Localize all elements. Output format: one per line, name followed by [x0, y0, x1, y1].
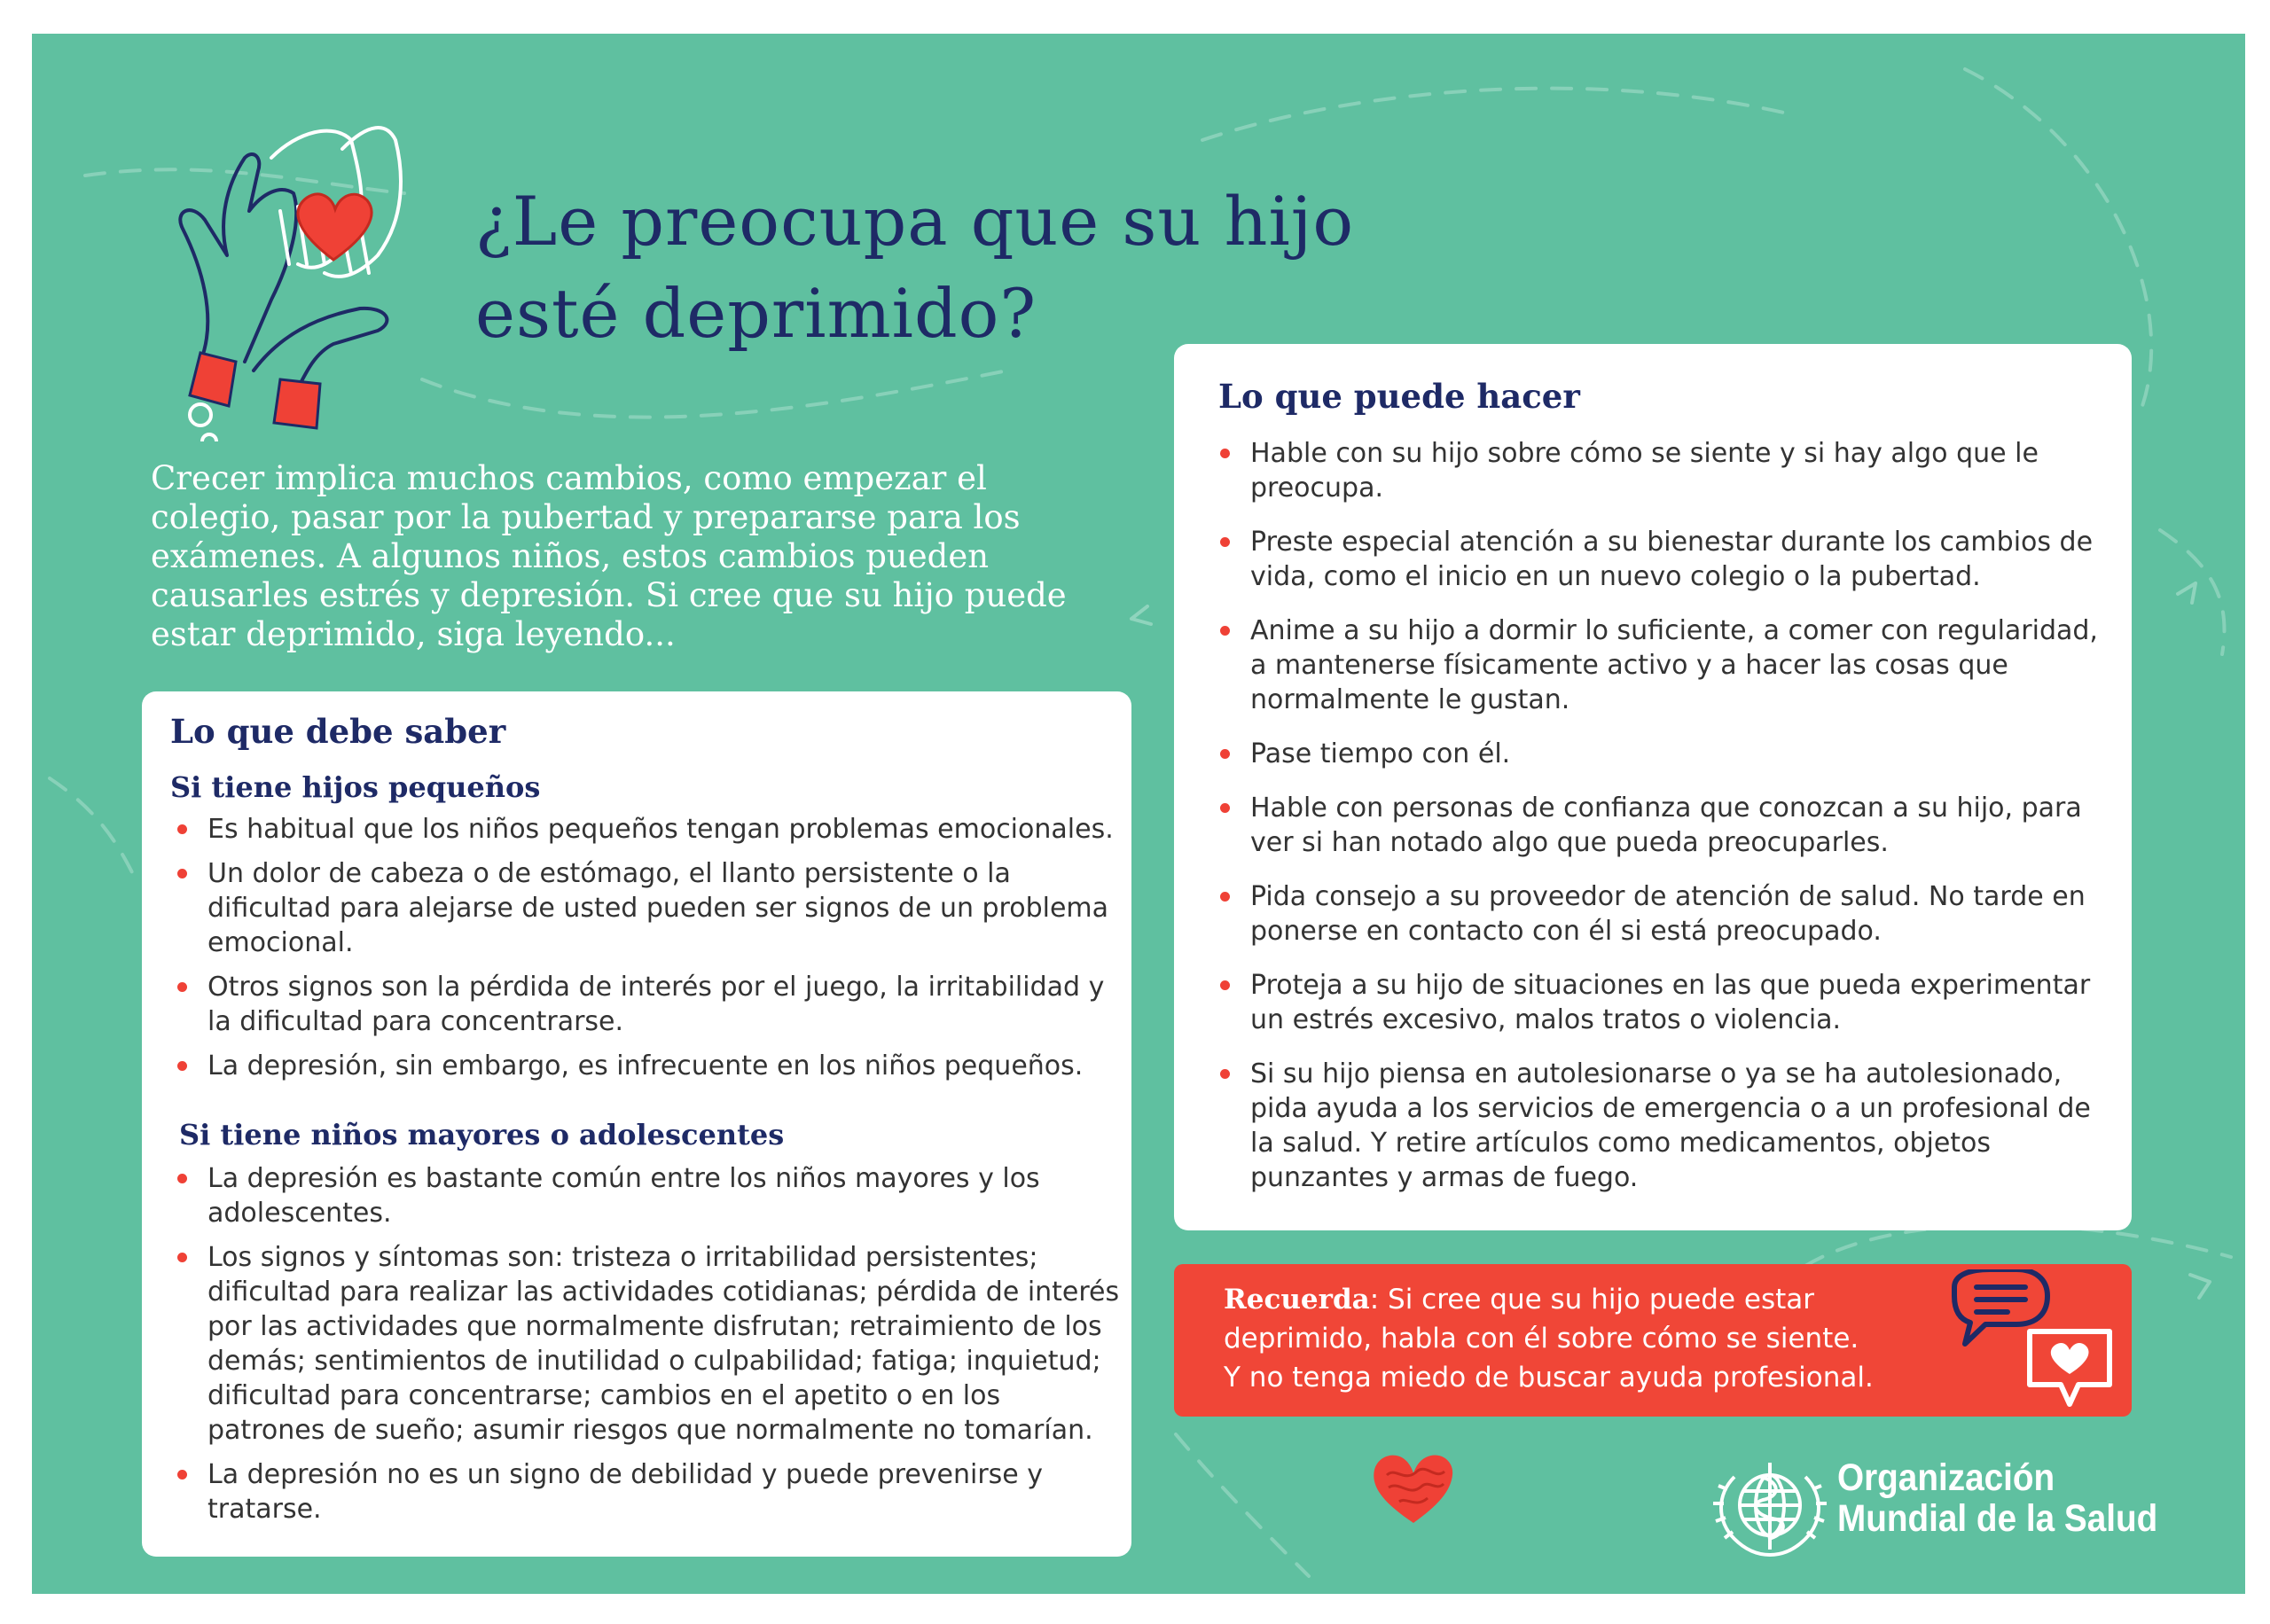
list-item: [1220, 879, 2125, 949]
heart-speech-bubble-icon: [2030, 1331, 2110, 1404]
remember-line: deprimido, habla con él sobre cómo se siente.: [1224, 1323, 1859, 1355]
know-card: [142, 691, 1131, 1557]
list-item: [1220, 436, 2125, 505]
line: Proteja a su hijo de situaciones en las que pueda experimentar: [1250, 970, 2091, 1001]
line: dificultad para concentrarse; cambios en el apetito o en los: [207, 1380, 1001, 1411]
who-emblem-icon: [1708, 1450, 1832, 1565]
remember-line-rest: : Si cree que su hijo puede estar: [1369, 1284, 1814, 1316]
older-children-subheading: Si tiene niños mayores o adolescentes: [179, 1118, 785, 1152]
older-children-list: [177, 1161, 1120, 1536]
line: La depresión, sin embargo, es infrecuente en los niños pequeños.: [207, 1050, 1084, 1081]
remember-line: [1224, 1280, 1874, 1319]
intro-line: exámenes. A algunos niños, estos cambios pueden: [151, 537, 990, 575]
line: Si su hijo piensa en autolesionarse o ya se ha autolesionado,: [1250, 1058, 2063, 1089]
line: patrones de sueño; asumir riesgos que normalmente no tomarían.: [207, 1415, 1093, 1446]
organization-name: [1837, 1457, 2157, 1539]
intro-line: Crecer implica muchos cambios, como empezar el: [151, 459, 987, 497]
heart-icon: [1369, 1448, 1458, 1528]
remember-line: Y no tenga miedo de buscar ayuda profesional.: [1224, 1362, 1874, 1394]
list-item: [1220, 613, 2125, 717]
list-item: [177, 1049, 1117, 1083]
line: demás; sentimientos de inutilidad o culpabilidad; fatiga; inquietud;: [207, 1346, 1101, 1377]
todo-card: [1174, 344, 2132, 1230]
line: Pida consejo a su proveedor de atención de salud. No tarde en: [1250, 881, 2086, 912]
list-item: [177, 1457, 1117, 1526]
line: punzantes y armas de fuego.: [1250, 1162, 1639, 1193]
know-heading: Lo que debe saber: [170, 712, 506, 751]
line: a mantenerse físicamente activo y a hacer las cosas que: [1250, 650, 2008, 681]
line: pida ayuda a los servicios de emergencia o a un profesional de: [1250, 1093, 2091, 1124]
line: normalmente le gustan.: [1250, 684, 1570, 715]
list-item: [177, 970, 1117, 1039]
line: dificultad para alejarse de usted pueden ser signos de un problema: [207, 893, 1109, 924]
list-item: [1220, 968, 2125, 1037]
title-line: ¿Le preocupa que su hijo: [475, 182, 1355, 261]
poster: [32, 34, 2245, 1594]
intro-line: causarles estrés y depresión. Si cree que su hijo puede: [151, 576, 1067, 614]
small-children-list: [177, 812, 1117, 1093]
line: Hable con su hijo sobre cómo se siente y si hay algo que le: [1250, 438, 2039, 469]
page-title: [475, 176, 1539, 360]
line: Preste especial atención a su bienestar durante los cambios de: [1250, 527, 2094, 558]
line: La depresión es bastante común entre los niños mayores y los: [207, 1163, 1040, 1194]
intro-paragraph: [151, 459, 1162, 654]
line: tratarse.: [207, 1494, 322, 1525]
line: Un dolor de cabeza o de estómago, el llanto persistente o la: [207, 858, 1011, 889]
list-item: [177, 812, 1117, 847]
line: adolescentes.: [207, 1198, 392, 1229]
list-item: [1220, 737, 2125, 771]
line: dificultad para realizar las actividades cotidianas; pérdida de interés: [207, 1277, 1120, 1308]
line: Los signos y síntomas son: tristeza o irritabilidad persistentes;: [207, 1242, 1038, 1273]
intro-line: estar deprimido, siga leyendo...: [151, 615, 676, 653]
todo-heading: Lo que puede hacer: [1218, 377, 1580, 416]
list-item: [1220, 1057, 2125, 1195]
line: La depresión no es un signo de debilidad y puede prevenirse y: [207, 1459, 1044, 1490]
line: preocupa.: [1250, 472, 1383, 504]
small-children-subheading: Si tiene hijos pequeños: [170, 770, 541, 804]
remember-box: [1174, 1264, 2132, 1417]
list-item: [177, 1240, 1120, 1448]
remember-text: [1224, 1280, 1874, 1397]
speech-bubbles-icon: [1937, 1269, 2123, 1411]
list-item: [177, 1161, 1117, 1230]
line: ponerse en contacto con él si está preocupado.: [1250, 916, 1882, 947]
line: Hable con personas de confianza que conozcan a su hijo, para: [1250, 792, 2082, 824]
line: ver si han notado algo que pueda preocuparles.: [1250, 827, 1889, 858]
hands-holding-heart-icon: [138, 87, 458, 441]
list-item: [177, 856, 1117, 960]
title-line: esté deprimido?: [475, 274, 1037, 353]
line: Otros signos son la pérdida de interés por el juego, la irritabilidad y: [207, 972, 1105, 1003]
line: emocional.: [207, 927, 354, 958]
org-line: Mundial de la Salud: [1837, 1497, 2158, 1540]
todo-list: [1220, 436, 2125, 1214]
line: Es habitual que los niños pequeños tengan problemas emocionales.: [207, 814, 1114, 845]
line: Anime a su hijo a dormir lo suficiente, a comer con regularidad,: [1250, 615, 2098, 646]
list-item: [1220, 525, 2125, 594]
line: un estrés excesivo, malos tratos o violencia.: [1250, 1004, 1842, 1035]
line: la salud. Y retire artículos como medicamentos, objetos: [1250, 1128, 1992, 1159]
line: vida, como el inicio en un nuevo colegio o la pubertad.: [1250, 561, 1981, 592]
list-item: [1220, 791, 2125, 860]
line: por las actividades que normalmente disfrutan; retraimiento de los: [207, 1311, 1102, 1342]
line: la dificultad para concentrarse.: [207, 1006, 624, 1037]
org-line: Organización: [1837, 1456, 2055, 1499]
intro-line: colegio, pasar por la pubertad y prepararse para los: [151, 498, 1021, 536]
line: Pase tiempo con él.: [1250, 738, 1511, 769]
remember-label: Recuerda: [1224, 1284, 1370, 1316]
